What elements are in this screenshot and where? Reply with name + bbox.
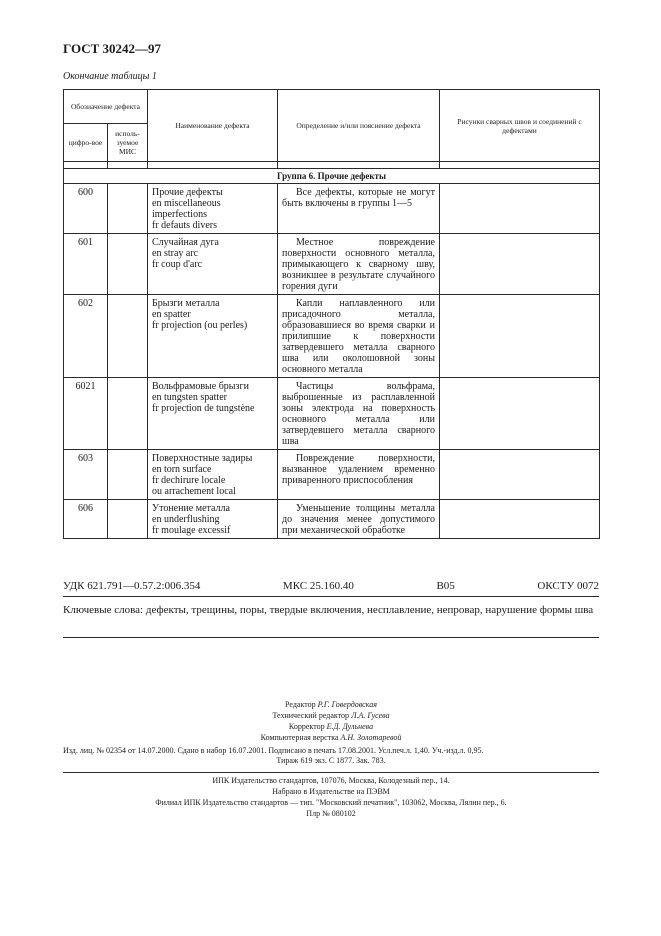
- table-row: [64, 378, 600, 450]
- group-title: Группа 6. Прочие дефекты: [64, 169, 600, 184]
- publication-line: Тираж 619 экз. С 1877. Зак. 783.: [276, 756, 386, 765]
- credit-editor: [63, 699, 599, 710]
- standard-number: ГОСТ 30242—97: [63, 41, 162, 56]
- iiw-cell: [108, 234, 148, 295]
- spacer-row: [64, 162, 600, 169]
- name-line: imperfections: [152, 209, 207, 220]
- header-figures: Рисунки сварных швов и соединений с дефектами: [440, 90, 600, 162]
- classification-line: [63, 580, 599, 592]
- printer-line: ИПК Издательство стандартов, 107076, Москва, Колодезный пер., 14.: [212, 776, 450, 785]
- defect-code: 603: [64, 450, 108, 500]
- table-caption: Окончание таблицы 1: [63, 71, 157, 82]
- header-digital: цифро-вое: [64, 124, 108, 162]
- defect-name: [148, 378, 278, 450]
- printer-line: Плр № 080102: [306, 809, 356, 818]
- name-line: en stray arc: [152, 248, 199, 259]
- credit-person: А.Н. Золотаревой: [340, 733, 402, 742]
- defect-name: [148, 184, 278, 234]
- name-line: Прочие дефекты: [152, 187, 223, 198]
- defect-definition: [278, 500, 440, 539]
- printers: [63, 775, 599, 819]
- defect-code: 600: [64, 184, 108, 234]
- header-name: Наименование дефекта: [148, 90, 278, 162]
- name-line: Утонение металла: [152, 503, 230, 514]
- credits: [63, 699, 599, 743]
- credit-person: Л.А. Гусева: [351, 711, 390, 720]
- defect-definition: [278, 184, 440, 234]
- name-line: en tungsten spatter: [152, 392, 227, 403]
- header-definition: Определение и/или пояснение дефекта: [278, 90, 440, 162]
- iiw-cell: [108, 184, 148, 234]
- name-line: Брызги металла: [152, 298, 220, 309]
- name-line: fr projection (ou perles): [152, 320, 248, 331]
- figure-cell: [440, 450, 600, 500]
- credit-role: Корректор: [288, 722, 325, 731]
- name-line: fr dechirure locale: [152, 475, 226, 486]
- definition-text: Местное повреждение поверхности основного металла, примыкающего к сварному шву, возникшее в результате случайного горения дуги: [282, 237, 435, 292]
- iiw-cell: [108, 450, 148, 500]
- divider: [63, 772, 599, 773]
- defect-definition: [278, 450, 440, 500]
- definition-text: Уменьшение толщины металла до значения менее допустимого при механической обработке: [282, 503, 435, 536]
- name-line: en torn surface: [152, 464, 212, 475]
- table-row: [64, 500, 600, 539]
- category-code: В05: [436, 580, 455, 592]
- name-line: fr defauts divers: [152, 220, 217, 231]
- defect-code: 606: [64, 500, 108, 539]
- name-line: en spatter: [152, 309, 191, 320]
- credit-role: Редактор: [285, 700, 316, 709]
- defect-name: [148, 295, 278, 378]
- credit-layout: [63, 732, 599, 743]
- defect-code: 602: [64, 295, 108, 378]
- defect-name: [148, 500, 278, 539]
- name-line: en underflushing: [152, 514, 220, 525]
- credit-person: Е.Д. Дульнева: [326, 722, 374, 731]
- iiw-cell: [108, 295, 148, 378]
- table-row: [64, 295, 600, 378]
- divider: [63, 637, 599, 638]
- udk-code: УДК 621.791—0.57.2:006.354: [63, 580, 201, 592]
- iiw-cell: [108, 378, 148, 450]
- okstu-code: ОКСТУ 0072: [537, 580, 599, 592]
- credit-tech-editor: [63, 710, 599, 721]
- mks-code: МКС 25.160.40: [282, 580, 354, 592]
- name-line: fr coup d'arc: [152, 259, 203, 270]
- table-row: [64, 450, 600, 500]
- header-iiw-used: исполь-зуемое МИС: [108, 124, 148, 162]
- printer-line: Набрано в Издательстве на ПЭВМ: [272, 787, 390, 796]
- defects-table: [63, 89, 600, 539]
- definition-text: Повреждение поверхности, вызванное удалением временно приваренного приспособления: [282, 453, 435, 486]
- definition-text: Все дефекты, которые не могут быть включены в группы 1—5: [282, 187, 435, 209]
- credit-corrector: [63, 721, 599, 732]
- definition-text: Капли наплавленного или присадочного металла, образовавшиеся во время сварки и прилипшие к поверхности затвердевшего металла сварного шва или околошовной зоны основного металла: [282, 298, 435, 375]
- figure-cell: [440, 295, 600, 378]
- defect-name: [148, 450, 278, 500]
- name-line: ou arrachement local: [152, 486, 236, 497]
- keywords: Ключевые слова: дефекты, трещины, поры, твердые включения, несплавление, непровар, нарушение формы шва: [63, 604, 594, 616]
- name-line: Случайная дуга: [152, 237, 219, 248]
- defect-definition: [278, 378, 440, 450]
- defect-code: 601: [64, 234, 108, 295]
- credit-role: Компьютерная верстка: [260, 733, 339, 742]
- definition-text: Частицы вольфрама, выброшенные из расплавленной зоны электрода на поверхность основного металла или затвердевшего металла сварного шва: [282, 381, 435, 447]
- figure-cell: [440, 184, 600, 234]
- group-row: [64, 169, 600, 184]
- defect-definition: [278, 234, 440, 295]
- name-line: fr projection de tungstène: [152, 403, 255, 414]
- publication-line: Изд. лиц. № 02354 от 14.07.2000. Сдано в набор 16.07.2001. Подписано в печать 17.08.2001. Усл.печ.л. 1,40. Уч.-изд.л. 0,95.: [63, 746, 484, 755]
- defect-definition: [278, 295, 440, 378]
- defect-code: 6021: [64, 378, 108, 450]
- printer-line: Филиал ИПК Издательство стандартов — тип. "Московский печатник", 103062, Москва, Лялин пер., 6.: [155, 798, 507, 807]
- name-line: en miscellaneous: [152, 198, 221, 209]
- credit-person: Р.Г. Говердовская: [317, 700, 377, 709]
- name-line: fr moulage excessif: [152, 525, 231, 536]
- defect-name: [148, 234, 278, 295]
- credit-role: Технический редактор: [272, 711, 350, 720]
- name-line: Вольфрамовые брызги: [152, 381, 249, 392]
- table-row: [64, 184, 600, 234]
- figure-cell: [440, 378, 600, 450]
- figure-cell: [440, 500, 600, 539]
- table-row: [64, 234, 600, 295]
- divider: [63, 596, 599, 597]
- header-designation: Обозначение дефекта: [64, 90, 148, 124]
- name-line: Поверхностные задиры: [152, 453, 253, 464]
- publication-details: [63, 746, 599, 766]
- figure-cell: [440, 234, 600, 295]
- iiw-cell: [108, 500, 148, 539]
